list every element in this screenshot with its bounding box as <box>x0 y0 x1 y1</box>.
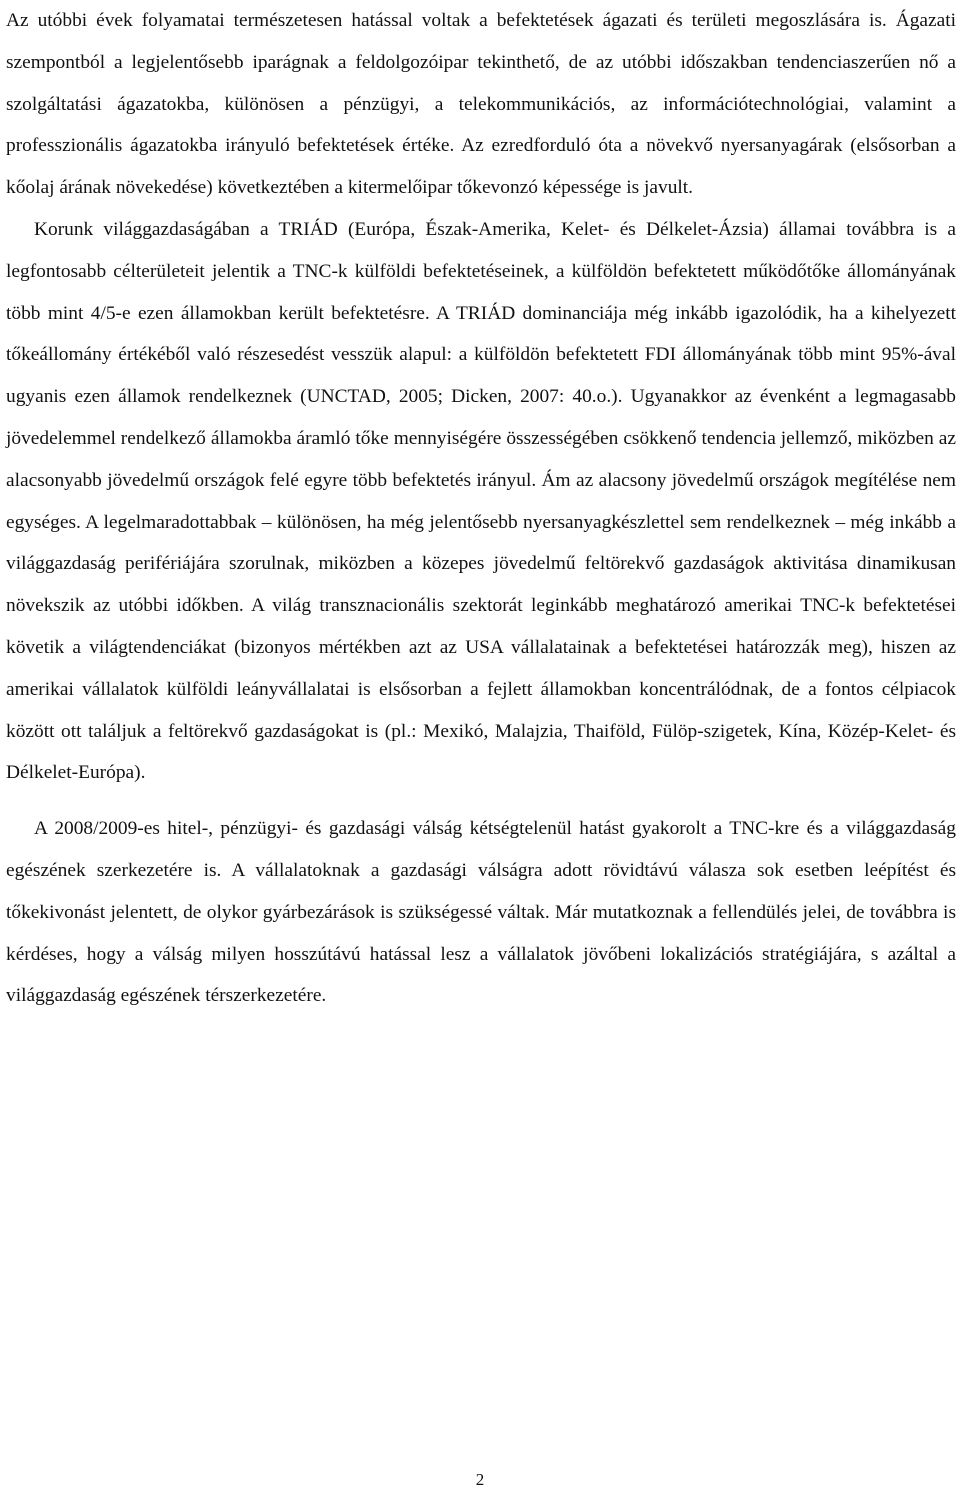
page-number: 2 <box>475 1470 485 1489</box>
document-page <box>6 0 956 1017</box>
paragraph-triad-dominance: Korunk világgazdaságában a TRIÁD (Európa, Észak-Amerika, Kelet- és Délkelet-Ázsia) államai továbbra is a legfontosabb célterületeit jelentik a TNC-k külföldi befektetéseinek, a külföldön befektetett működőtőke állományának több mint 4/5-e ezen államokban került befektetésre. A TRIÁD dominanciája még inkább igazolódik, ha a kihelyezett tőkeállomány értékéből való részesedést vesszük alapul: a külföldön befektetett FDI állományának több mint 95%-ával ugyanis ezen államok rendelkeznek (UNCTAD, 2005; Dicken, 2007: 40.o.). Ugyanakkor az évenként a legmagasabb jövedelemmel rendelkező államokba áramló tőke mennyiségére összességében csökkenő tendencia jellemző, miközben az alacsonyabb jövedelmű országok felé egyre több befektetés irányul. Ám az alacsony jövedelmű országok megítélése nem egységes. A legelmaradottabbak – különösen, ha még jelentősebb nyersanyagkészlettel sem rendelkeznek – még inkább a világgazdaság perifériájára szorulnak, miközben a közepes jövedelmű feltörekvő gazdaságok aktivitása dinamikusan növekszik az utóbbi időkben. A világ transznacionális szektorát leginkább meghatározó amerikai TNC-k befektetései követik a világtendenciákat (bizonyos mértékben azt az USA vállalatainak a befektetései határozzák meg), hiszen az amerikai vállalatok külföldi leányvállalatai is elsősorban a fejlett államokban koncentrálódnak, de a fontos célpiacok között ott találjuk a feltörekvő gazdaságokat is (pl.: Mexikó, Malajzia, Thaiföld, Fülöp-szigetek, Kína, Közép-Kelet- és Délkelet-Európa). <box>6 218 956 784</box>
paragraph-sectoral-distribution: Az utóbbi évek folyamatai természetesen hatással voltak a befektetések ágazati és területi megoszlására is. Ágazati szempontból a legjelentősebb iparágnak a feldolgozóipar tekinthető, de az utóbbi időszakban tendenciaszerűen nő a szolgáltatási ágazatokba, különösen a pénzügyi, a telekommunikációs, az információtechnológiai, valamint a professzionális ágazatokba irányuló befektetések értéke. Az ezredforduló óta a növekvő nyersanyagárak (elsősorban a kőolaj árának növekedése) következtében a kitermelőipar tőkevonzó képessége is javult. <box>6 10 956 199</box>
paragraph-financial-crisis: A 2008/2009-es hitel-, pénzügyi- és gazdasági válság kétségtelenül hatást gyakorolt a TNC-kre és a világgazdaság egészének szerkezetére is. A vállalatoknak a gazdasági válságra adott rövidtávú válasza sok esetben leépítést és tőkekivonást jelentett, de olykor gyárbezárások is szükségessé váltak. Már mutatkoznak a fellendülés jelei, de továbbra is kérdéses, hogy a válság milyen hosszútávú hatással lesz a vállalatok jövőbeni lokalizációs stratégiájára, s azáltal a világgazdaság egészének térszerkezetére. <box>6 818 956 1007</box>
